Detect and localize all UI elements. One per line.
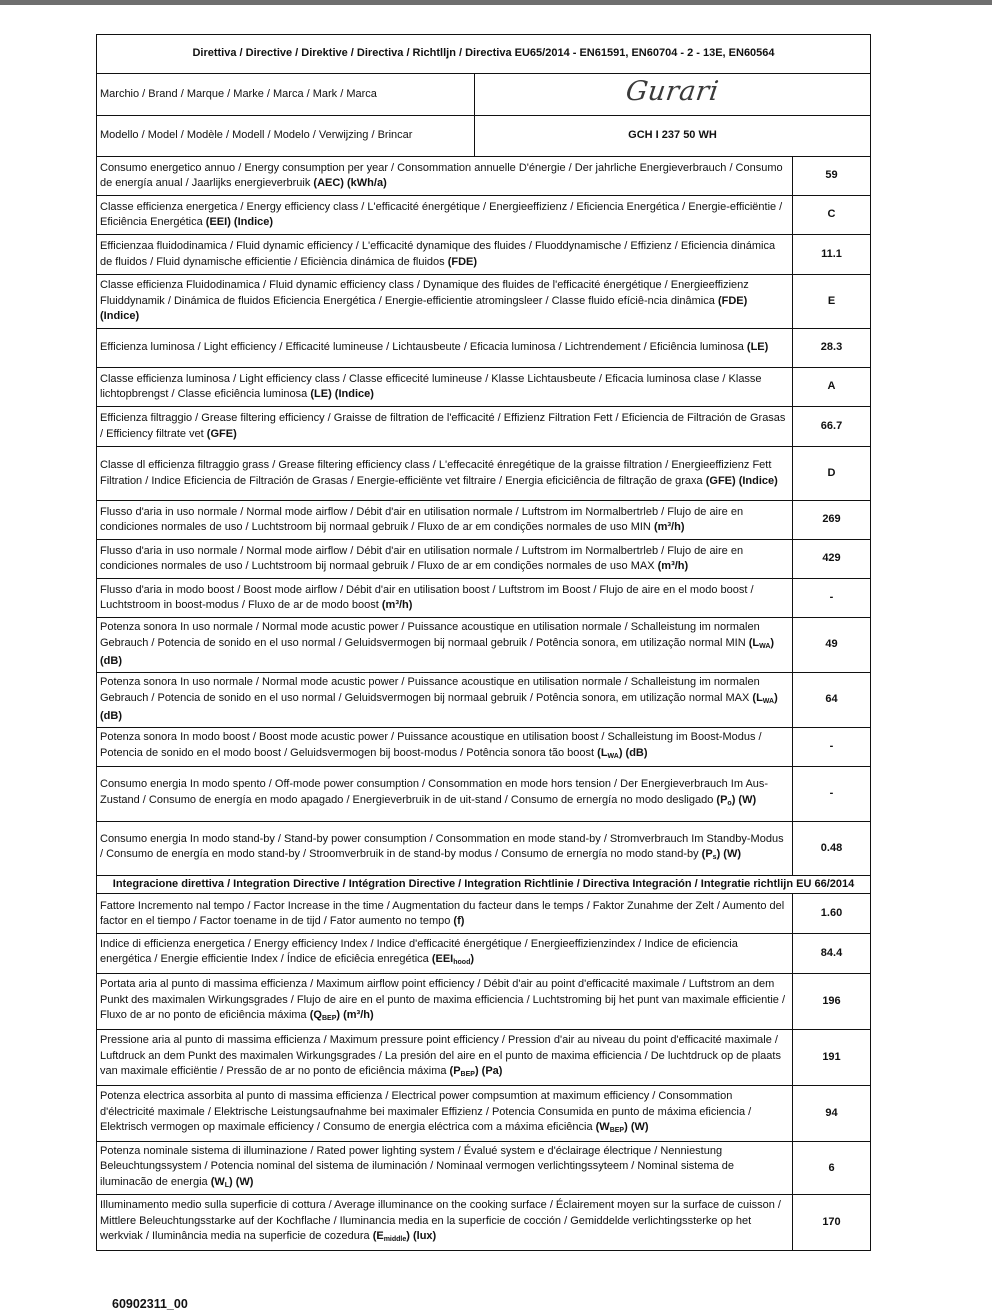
row-unit-subscript: s <box>712 854 717 861</box>
row-unit-code-suffix: ) <box>470 953 475 966</box>
row-value: - <box>793 767 871 822</box>
table-row <box>97 618 871 673</box>
row-value: E <box>793 275 871 329</box>
table-row <box>97 1142 871 1195</box>
table-row <box>97 579 871 618</box>
row-unit-code: (W <box>595 1121 610 1134</box>
row-unit-code: (W <box>210 1175 225 1188</box>
row-unit-code-suffix: ) (W) <box>731 793 757 806</box>
row-value: 84.4 <box>793 934 871 974</box>
row-text: Efficienza filtraggio / Grease filtering efficiency / Graisse de filtration de l'efficacité / Effizienz Filtration Fett / Eficiencia de Filtración de Grasas / Efficiency filtrate vet <box>100 412 786 440</box>
row-unit-subscript: BEP <box>460 1071 475 1079</box>
table-row <box>97 235 871 275</box>
table-row <box>97 368 871 407</box>
row-description <box>97 501 793 540</box>
row-unit-code-suffix: ) (m³/h) <box>336 1009 374 1022</box>
row-description <box>97 618 793 673</box>
row-value: 6 <box>793 1142 871 1195</box>
row-unit-code-suffix: ) (dB) <box>100 636 775 668</box>
row-description <box>97 1142 793 1195</box>
row-description <box>97 894 793 934</box>
row-unit-code: (FDE) <box>447 255 478 268</box>
row-description <box>97 540 793 579</box>
row-value: 0.48 <box>793 822 871 876</box>
table-row <box>97 1030 871 1086</box>
row-text: Fattore Incremento nal tempo / Factor Increase in the time / Augmentation du facteur dans le temps / Faktor Zunahme der Zelt / Aumento del factor en el tiempo / Factor toename in de tijd / Fator aumento no tempo <box>100 899 785 927</box>
row-value: D <box>793 447 871 501</box>
row-value: 269 <box>793 501 871 540</box>
row-unit-code-suffix: ) (Pa) <box>474 1065 503 1078</box>
table-row <box>97 822 871 876</box>
row-unit-code-suffix: ) (W) <box>229 1175 254 1188</box>
brand-label: Marchio / Brand / Marque / Marke / Marca / Mark / Marca <box>97 74 475 116</box>
row-description <box>97 934 793 974</box>
header-row <box>97 35 871 74</box>
row-text: Potenza sonora In uso normale / Normal mode acustic power / Puissance acoustique en utilisation normale / Schalleistung im normalen Gebrauch / Potencia de sonido en el uso normal / Geluidsvermogen bij normaal gebruik / Potência sonora, em utilização normal MIN <box>100 621 760 649</box>
row-value: 49 <box>793 618 871 673</box>
row-value: C <box>793 196 871 235</box>
row-text: Classe efficienza Fluidodinamica / Fluid dynamic efficiency class / Dynamique des fluides de l'efficacité énergétique / Energieeffizienz Fluiddynamik / Dinámica de fluidos Eficiencia Energética / Energie-efficientie atromingsleer / Classe fluido efíciê-ncia dinâmica <box>100 279 749 307</box>
brand-row <box>97 74 871 116</box>
row-unit-subscript: middle <box>383 1236 407 1244</box>
row-unit-code-suffix: ) (dB) <box>100 691 778 723</box>
row-text: Potenza nominale sistema di illuminazione / Rated power lighting system / Évalué system e d'éclairage électrique / Nenniestung Beleuchtungssystem / Potencia nominal del sistema de iluminación / Nominaal vermogen verlichtingssyteem / Nominal sistema de iluminacão de energia <box>100 1144 735 1188</box>
row-unit-code: (LE) <box>746 341 769 354</box>
row-unit-subscript: L <box>224 1181 230 1189</box>
row-unit-code: (E <box>372 1230 384 1243</box>
row-unit-code: (P <box>701 848 713 860</box>
row-value: - <box>793 579 871 618</box>
document-code: 60902311_00 <box>112 1297 188 1311</box>
row-value: 66.7 <box>793 407 871 447</box>
row-description <box>97 157 793 196</box>
row-unit-code-suffix: ) (dB) <box>618 746 648 759</box>
row-description <box>97 196 793 235</box>
row-unit-code: (P <box>449 1065 461 1078</box>
row-text: Classe efficienza energetica / Energy efficiency class / L'efficacité énergétique / Energieeffizienz / Eficiencia Energética / Energie-efficiëntie / Eficiência Energética <box>100 200 783 228</box>
row-value: 64 <box>793 673 871 728</box>
row-text: Consumo energia In modo spento / Off-mode power consumption / Consommation en mode hors tension / Der Energieverbrauch Im Aus-Zustand / Consumo de energía en modo apagado / Energieverbruik in de uit-stand / Consumo de ernergía no modo desligado <box>100 778 769 806</box>
row-description <box>97 728 793 767</box>
row-unit-code: (AEC) (kWh/a) <box>313 177 387 189</box>
row-text: Indice di efficienza energetica / Energy efficiency Index / Indice d'efficacité énergétique / Energieeffizienzindex / Indice de eficiencia energética / Energie efficientie Index / Índice de eficiêcia enregética <box>100 938 738 966</box>
row-unit-code-suffix: ) (lux) <box>406 1230 437 1243</box>
row-text: Pressione aria al punto di massima efficienza / Maximum pressure point efficiency / Pression d'air au niveau du point d'efficacité maximale / Luftdruck an dem Punkt des maximalen Wirkungsgrades / La presión del aire en el punto de maxima efficiencia / De luchtdruck op de plaats van maximale efficiëntie / Pressão de ar no ponto de eficiência máxima <box>100 1034 781 1078</box>
table-row <box>97 974 871 1030</box>
row-text: Potenza electrica assorbita al punto di massima efficienza / Electrical power compsumtion at maximum efficiency / Consommation d'électricité maximale / Elektrische Leistungsaufnahme bei maximaler Effizienz / Potencia Consumida en punto de máxima eficiencia / Elektrisch vermogen op maximale efficiency / Consumo de energia eléctrica com a máxima eficiência <box>100 1090 752 1134</box>
table-row <box>97 767 871 822</box>
row-description <box>97 767 793 822</box>
top-border <box>0 0 992 5</box>
table-row <box>97 407 871 447</box>
row-unit-code: (EEI <box>431 953 454 966</box>
row-unit-subscript: WA <box>762 697 775 705</box>
row-text: Classe dl efficienza filtraggio grass / Grease filtering efficiency class / L'effecacité énregétique de la graisse filtration / Energieeffizienz Fett Filtration / Indice Eficiencia de Filtración de Grasas / Energie-efficiënte vet filtraire / Energia eficiciência de filtração de graxa <box>100 459 772 487</box>
row-value: A <box>793 368 871 407</box>
row-value: 196 <box>793 974 871 1030</box>
row-text: Potenza sonora In modo boost / Boost mode acustic power / Puissance acoustique en utilisation boost / Schalleistung im Boost-Modus / Potencia de sonido en el modo boost / Geluidsvermogen bij boost-modus / Potência sonora tão boost <box>100 731 762 759</box>
table-row <box>97 894 871 934</box>
energy-data-table <box>96 34 871 1251</box>
section-row <box>97 876 871 894</box>
row-text: Efficienzaa fluidodinamica / Fluid dynamic efficiency / L'efficacité dynamique des fluides / Fluoddynamische / Effizienz / Eficiencia dinámica de fluidos / Fluid dynamische efficientie / Eficiència dinámica de fluidos <box>100 240 776 268</box>
row-text: Flusso d'aria in modo boost / Boost mode airflow / Débit d'air en utilisation boost / Luftstrom im Boost / Flujo de aire en el modo boost / Luchtstroom in boost-modus / Fluxo de ar de modo boost <box>100 583 754 611</box>
row-description <box>97 329 793 368</box>
row-value: - <box>793 728 871 767</box>
table-row <box>97 275 871 329</box>
row-unit-subscript: o <box>727 799 732 807</box>
integration-directive-header: Integracione direttiva / Integration Directive / Intégration Directive / Integration Richtlinie / Directiva Integración / Integratie richtlijn EU 66/2014 <box>97 876 871 894</box>
model-label: Modello / Model / Modèle / Modell / Modelo / Verwijzing / Brincar <box>97 116 475 157</box>
table-row <box>97 934 871 974</box>
row-unit-code-suffix: ) (W) <box>716 848 742 860</box>
row-unit-code: (GFE) (Indice) <box>705 474 778 487</box>
row-value: 170 <box>793 1195 871 1251</box>
row-unit-subscript: WA <box>607 752 619 760</box>
row-description <box>97 275 793 329</box>
row-description <box>97 368 793 407</box>
row-unit-code: (L <box>748 636 760 649</box>
row-description <box>97 1030 793 1086</box>
row-unit-subscript: BEP <box>609 1127 625 1135</box>
row-value: 28.3 <box>793 329 871 368</box>
row-value: 59 <box>793 157 871 196</box>
table-row <box>97 196 871 235</box>
table-row <box>97 728 871 767</box>
row-unit-code: (m³/h) <box>653 521 685 533</box>
row-text: Consumo energetico annuo / Energy consumption per year / Consommation annuelle D'énergie / Der jahrliche Energieverbrauch / Consumo de energía anual / Jaarlijks energieverbruik <box>100 161 783 189</box>
row-description <box>97 447 793 501</box>
model-row <box>97 116 871 157</box>
row-unit-code: (L <box>752 691 763 704</box>
brand-logo: Gurari <box>624 75 721 107</box>
row-text: Flusso d'aria in uso normale / Normal mode airflow / Débit d'air en utilisation normale / Luftstrom im Normalbertrleb / Flujo de aire en condiciones normales de uso / Luchtstroom bij normaal gebruik / Fluxo de ar em condições normales de uso MIN <box>100 505 744 533</box>
row-description <box>97 822 793 876</box>
table-row <box>97 447 871 501</box>
row-unit-code: (f) <box>453 914 465 927</box>
row-description <box>97 673 793 728</box>
row-unit-subscript: hood <box>453 959 471 967</box>
row-value: 191 <box>793 1030 871 1086</box>
row-value: 94 <box>793 1086 871 1142</box>
row-text: Efficienza luminosa / Light efficiency / Efficacité lumineuse / Lichtausbeute / Eficacia luminosa / Lichtrendement / Eficiência luminosa <box>100 341 744 354</box>
row-unit-code: (LE) (Indice) <box>310 388 374 400</box>
row-unit-code: (EEI) (Indice) <box>205 216 274 228</box>
row-description <box>97 974 793 1030</box>
table-row <box>97 329 871 368</box>
row-text: Potenza sonora In uso normale / Normal mode acustic power / Puissance acoustique en utilisation normale / Schalleistung im normalen Gebrauch / Potencia de sonido en el uso normal / Geluidsvermogen bij normaal gebruik / Potência sonora, em utilização normal MAX <box>100 676 760 704</box>
row-value: 429 <box>793 540 871 579</box>
row-unit-subscript: WA <box>759 642 771 650</box>
row-unit-subscript: BEP <box>321 1015 337 1023</box>
model-value: GCH I 237 50 WH <box>475 116 871 157</box>
row-unit-code: (m³/h) <box>657 560 689 572</box>
table-row <box>97 1195 871 1251</box>
row-description <box>97 579 793 618</box>
row-description <box>97 1086 793 1142</box>
table-row <box>97 540 871 579</box>
row-unit-code-suffix: ) (W) <box>624 1121 649 1134</box>
row-unit-code: (FDE) (Indice) <box>100 294 748 323</box>
table-row <box>97 501 871 540</box>
table-row <box>97 157 871 196</box>
table-row <box>97 1086 871 1142</box>
row-unit-code: (GFE) <box>206 427 237 440</box>
row-text: Consumo energia In modo stand-by / Stand-by power consumption / Consommation en mode stand-by / Stromverbrauch Im Standby-Modus / Consumo de energía en modo stand-by / Stroomverbruik in de stand-by modus / Consumo de ernergía no modo stand-by <box>100 832 784 860</box>
row-unit-code: (Q <box>309 1009 322 1022</box>
brand-cell <box>475 74 871 116</box>
row-description <box>97 1195 793 1251</box>
row-unit-code: (m³/h) <box>381 599 413 611</box>
table-row <box>97 673 871 728</box>
row-unit-code: (L <box>597 746 608 759</box>
row-text: Portata aria al punto di massima efficienza / Maximum airflow point efficiency / Débit d'air au point d'efficacité maximale / Luftstrom an dem Punkt des maximalen Wirkungsgrades / Flujo de aire en el punto de maxima efficiencia / Luchtstroming bij het punt van maximale efficientie / Fluxo de ar no ponto de eficiência máxima <box>100 978 785 1022</box>
row-unit-code: (P <box>716 793 728 806</box>
row-description <box>97 235 793 275</box>
row-description <box>97 407 793 447</box>
row-value: 1.60 <box>793 894 871 934</box>
row-text: Illuminamento medio sulla superficie di cottura / Average illuminance on the cooking surface / Éclairement moyen sur la surface de cuisson / Mittlere Beleuchtungsstarke auf der Kochflache / Iluminancia media en la superficie de cocción / Gemiddelde verlichtingssterke op het werkviak / Iluminância media na superficie de cozedura <box>100 1199 781 1243</box>
row-text: Classe efficienza luminosa / Light efficiency class / Classe efficecité lumineuse / Klasse Lichtausbeute / Eficacia luminosa clase / Klasse lichtopbrengst / Classe eficiência luminosa <box>100 372 762 400</box>
directive-header: Direttiva / Directive / Direktive / Directiva / Richtlljn / Directiva EU65/2014 - EN61591, EN60704 - 2 - 13E, EN60564 <box>97 35 871 74</box>
row-text: Flusso d'aria in uso normale / Normal mode airflow / Débit d'air en utilisation normale / Luftstrom im Normalbertrleb / Flujo de aire en condiciones normales de uso / Luchtstroom bij normaal gebruik / Fluxo de ar em condições normales de uso MAX <box>100 544 744 572</box>
row-value: 11.1 <box>793 235 871 275</box>
